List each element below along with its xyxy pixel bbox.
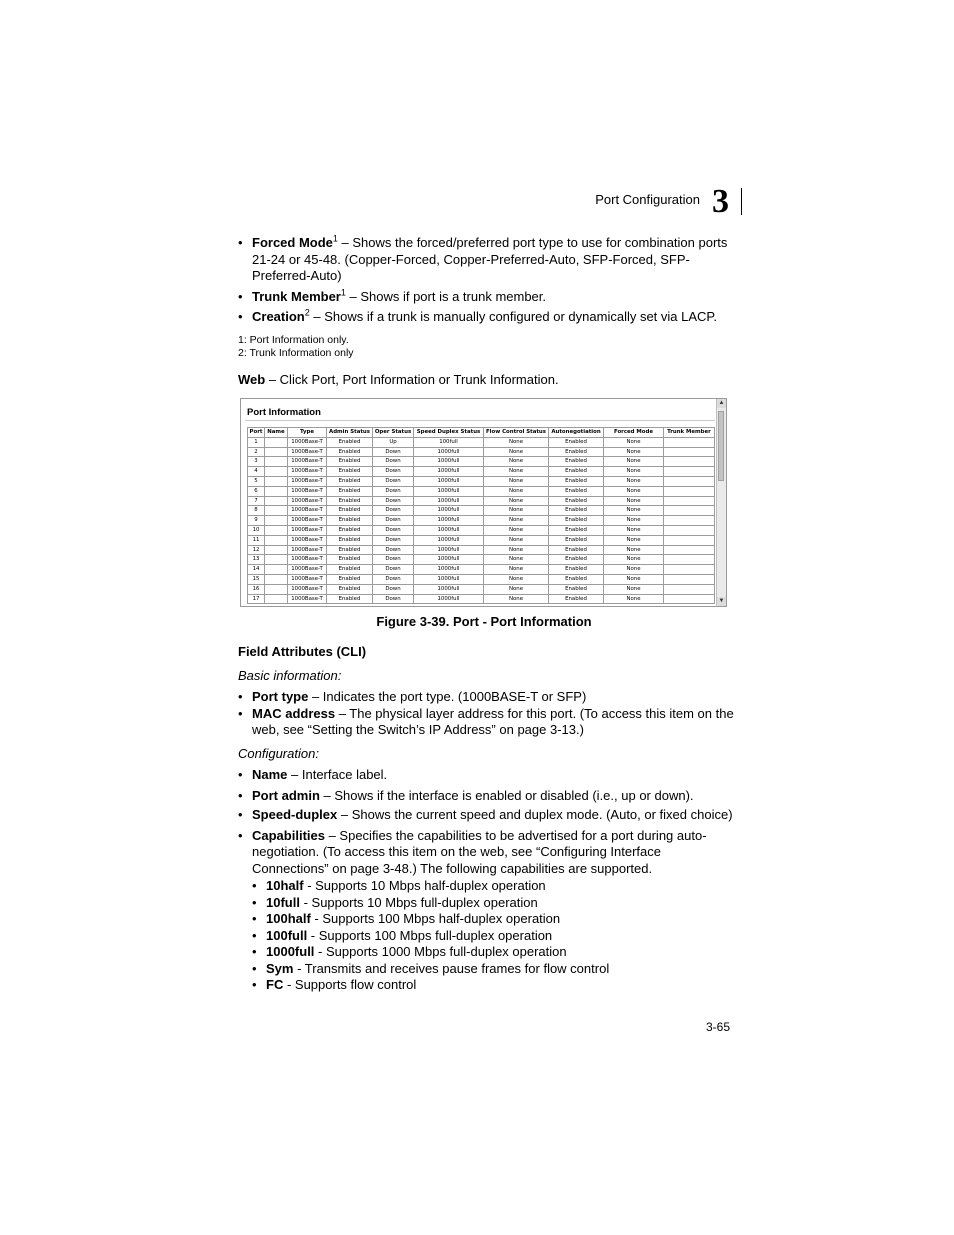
table-cell (265, 535, 288, 545)
table-cell: Enabled (549, 516, 604, 526)
table-cell: None (604, 584, 664, 594)
column-header: Admin Status (327, 428, 373, 438)
table-cell: None (604, 447, 664, 457)
table-cell: None (484, 525, 549, 535)
table-cell: Enabled (549, 496, 604, 506)
table-cell: Down (373, 594, 414, 604)
capability-100half: • 100half - Supports 100 Mbps half-duplex operation (238, 911, 738, 928)
table-cell (265, 594, 288, 604)
table-cell: 1000full (414, 516, 484, 526)
table-cell: 1000Base-T (288, 437, 327, 447)
table-cell: None (484, 447, 549, 457)
capability-1000full: • 1000full - Supports 1000 Mbps full-duplex operation (238, 944, 738, 961)
table-cell: 7 (248, 496, 265, 506)
table-cell: Down (373, 506, 414, 516)
table-cell: 1000Base-T (288, 594, 327, 604)
table-row (248, 486, 715, 496)
table-cell: 1000Base-T (288, 467, 327, 477)
table-cell: 1000Base-T (288, 496, 327, 506)
table-cell: 13 (248, 555, 265, 565)
table-cell: 11 (248, 535, 265, 545)
table-cell: 3 (248, 457, 265, 467)
table-cell: None (484, 545, 549, 555)
table-cell: Enabled (327, 437, 373, 447)
table-cell: Down (373, 565, 414, 575)
table-cell: None (484, 476, 549, 486)
basic-info-label: Basic information: (238, 668, 342, 683)
table-cell: 14 (248, 565, 265, 575)
table-cell: 1000full (414, 565, 484, 575)
table-cell (664, 486, 715, 496)
table-cell: Enabled (549, 447, 604, 457)
footnote-2: 2: Trunk Information only (238, 347, 354, 359)
table-cell: 1000full (414, 594, 484, 604)
table-cell: Enabled (549, 437, 604, 447)
table-cell: None (604, 555, 664, 565)
scroll-up-arrow-icon[interactable]: ▲ (718, 400, 725, 406)
table-cell (664, 467, 715, 477)
column-header: Speed Duplex Status (414, 428, 484, 438)
table-cell: 1000Base-T (288, 506, 327, 516)
section-heading: Field Attributes (CLI) (238, 644, 367, 659)
table-cell (664, 584, 715, 594)
table-cell (265, 457, 288, 467)
table-row (248, 555, 715, 565)
table-row (248, 516, 715, 526)
screenshot-title: Port Information (247, 407, 321, 418)
table-row (248, 535, 715, 545)
top-bullet-list (238, 235, 738, 326)
table-cell: None (484, 437, 549, 447)
table-cell: 17 (248, 594, 265, 604)
table-cell: None (604, 476, 664, 486)
table-cell: Down (373, 476, 414, 486)
table-cell: 1000full (414, 496, 484, 506)
table-cell: None (484, 496, 549, 506)
figure-caption: Figure 3-39. Port - Port Information (376, 614, 592, 629)
scroll-thumb[interactable] (718, 411, 724, 481)
table-cell: Enabled (549, 486, 604, 496)
table-cell: Enabled (327, 545, 373, 555)
column-header: Oper Status (373, 428, 414, 438)
table-cell: 1000Base-T (288, 486, 327, 496)
table-cell: Enabled (549, 584, 604, 594)
table-cell: None (484, 486, 549, 496)
table-cell: Enabled (327, 584, 373, 594)
table-cell: Down (373, 555, 414, 565)
table-cell: None (604, 437, 664, 447)
table-cell: None (604, 486, 664, 496)
table-cell: 1000Base-T (288, 525, 327, 535)
table-cell (265, 555, 288, 565)
table-cell: Enabled (549, 535, 604, 545)
table-cell: Enabled (327, 476, 373, 486)
table-cell: Down (373, 584, 414, 594)
table-row (248, 496, 715, 506)
bullet-mac-address: • MAC address – The physical layer address for this port. (To access this item on the web, see “Setting the Switch’s IP Address” on page 3-13.) (238, 706, 738, 739)
table-row (248, 545, 715, 555)
table-cell (664, 555, 715, 565)
table-cell: None (604, 516, 664, 526)
table-cell: Down (373, 525, 414, 535)
capability-100full: • 100full - Supports 100 Mbps full-duplex operation (238, 928, 738, 945)
column-header: Trunk Member (664, 428, 715, 438)
table-cell: 6 (248, 486, 265, 496)
table-cell: 9 (248, 516, 265, 526)
table-cell: Enabled (549, 506, 604, 516)
table-cell: 1000Base-T (288, 584, 327, 594)
table-cell: Enabled (327, 496, 373, 506)
table-cell: None (484, 574, 549, 584)
table-cell: 8 (248, 506, 265, 516)
capability-fc: • FC - Supports flow control (238, 977, 738, 994)
table-cell: None (604, 525, 664, 535)
port-information-screenshot (240, 398, 727, 607)
table-cell: 1000Base-T (288, 447, 327, 457)
table-cell: Enabled (327, 516, 373, 526)
table-cell: Enabled (549, 525, 604, 535)
bullet-port-type: • Port type – Indicates the port type. (1000BASE-T or SFP) (238, 689, 738, 706)
table-cell: Enabled (327, 486, 373, 496)
column-header: Name (265, 428, 288, 438)
table-cell (265, 496, 288, 506)
basic-info-list (238, 689, 738, 739)
table-row (248, 476, 715, 486)
port-information-table (247, 427, 715, 604)
table-row (248, 525, 715, 535)
table-cell: 1000Base-T (288, 535, 327, 545)
table-row (248, 506, 715, 516)
table-cell: None (484, 457, 549, 467)
table-cell: Enabled (327, 565, 373, 575)
table-cell (265, 437, 288, 447)
title-divider (245, 420, 715, 421)
table-cell: 2 (248, 447, 265, 457)
table-cell (664, 565, 715, 575)
table-cell: Enabled (327, 525, 373, 535)
table-cell: None (484, 584, 549, 594)
table-cell: Down (373, 535, 414, 545)
table-cell: None (484, 565, 549, 575)
table-cell: 1000Base-T (288, 555, 327, 565)
web-instruction: Web – Click Port, Port Information or Trunk Information. (238, 372, 559, 387)
table-cell: 1000full (414, 506, 484, 516)
table-cell: Enabled (327, 535, 373, 545)
table-cell: Enabled (327, 447, 373, 457)
table-cell: None (604, 535, 664, 545)
table-cell (664, 447, 715, 457)
table-cell (265, 574, 288, 584)
table-cell: 1000Base-T (288, 476, 327, 486)
table-cell: 1000full (414, 584, 484, 594)
table-cell: 1000full (414, 574, 484, 584)
bullet-forced-mode: • Forced Mode$^1$ – Shows the forced/preferred port type to use for combination ports 21-24 or 45-48. (Copper-Forced, Copper-Preferred-Auto, SFP-Forced, SFP-Preferred-Auto) (238, 235, 738, 285)
table-row (248, 467, 715, 477)
table-cell: Down (373, 457, 414, 467)
table-cell (664, 496, 715, 506)
table-cell: Down (373, 496, 414, 506)
table-cell: None (484, 467, 549, 477)
table-cell (664, 525, 715, 535)
table-cell: 10 (248, 525, 265, 535)
table-cell (664, 457, 715, 467)
table-cell: Enabled (327, 457, 373, 467)
table-cell: 1000Base-T (288, 545, 327, 555)
table-cell: 1000full (414, 467, 484, 477)
table-cell: None (484, 516, 549, 526)
capability-sym: • Sym - Transmits and receives pause frames for flow control (238, 961, 738, 978)
table-row (248, 447, 715, 457)
table-cell: 15 (248, 574, 265, 584)
table-cell: Down (373, 467, 414, 477)
configuration-list (238, 767, 738, 994)
table-cell: None (604, 545, 664, 555)
table-cell (664, 437, 715, 447)
column-header: Port (248, 428, 265, 438)
table-cell (664, 594, 715, 604)
table-cell: None (484, 506, 549, 516)
table-cell (664, 476, 715, 486)
table-cell (265, 486, 288, 496)
bullet-trunk-member: • Trunk Member$^1$ – Shows if port is a trunk member. (238, 289, 738, 306)
table-cell: Enabled (549, 594, 604, 604)
table-cell: 12 (248, 545, 265, 555)
table-cell (265, 516, 288, 526)
table-cell: Enabled (327, 506, 373, 516)
bullet-capabilities: • Capabilities – Specifies the capabilities to be advertised for a port during auto-negotiation. (To access this item on the web, see “Configuring Interface Connections” on page 3-48.) The following capabilities are supported. (238, 828, 738, 878)
scroll-down-arrow-icon[interactable]: ▼ (718, 598, 725, 604)
table-cell: Enabled (327, 555, 373, 565)
table-cell: 4 (248, 467, 265, 477)
table-cell: 1000full (414, 525, 484, 535)
table-cell: None (604, 574, 664, 584)
table-cell: Enabled (327, 574, 373, 584)
vertical-scrollbar[interactable] (716, 399, 726, 606)
table-cell: None (604, 594, 664, 604)
table-cell: 1 (248, 437, 265, 447)
table-cell: None (484, 555, 549, 565)
page-number: 3-65 (705, 1020, 730, 1034)
table-cell: 1000full (414, 457, 484, 467)
table-cell (265, 467, 288, 477)
table-header-row (248, 428, 715, 438)
bullet-port-admin: • Port admin – Shows if the interface is enabled or disabled (i.e., up or down). (238, 788, 738, 805)
table-cell: None (604, 506, 664, 516)
table-cell: Enabled (549, 545, 604, 555)
table-cell: 1000Base-T (288, 516, 327, 526)
capability-10half: • 10half - Supports 10 Mbps half-duplex operation (238, 878, 738, 895)
table-cell: 1000Base-T (288, 457, 327, 467)
table-cell (265, 525, 288, 535)
bullet-speed-duplex: • Speed-duplex – Shows the current speed and duplex mode. (Auto, or fixed choice) (238, 807, 738, 824)
column-header: Autonegotiation (549, 428, 604, 438)
table-cell (265, 565, 288, 575)
table-cell: None (604, 565, 664, 575)
table-cell: None (604, 467, 664, 477)
table-cell (664, 535, 715, 545)
table-cell (265, 584, 288, 594)
table-cell: None (484, 594, 549, 604)
table-row (248, 437, 715, 447)
footnote-1: 1: Port Information only. (238, 334, 349, 346)
chapter-divider (741, 188, 742, 215)
table-cell: None (604, 496, 664, 506)
column-header: Flow Control Status (484, 428, 549, 438)
table-cell: 16 (248, 584, 265, 594)
table-cell: Down (373, 447, 414, 457)
table-cell: Up (373, 437, 414, 447)
table-cell (664, 516, 715, 526)
running-header: Port Configuration (595, 192, 700, 207)
table-row (248, 594, 715, 604)
capability-10full: • 10full - Supports 10 Mbps full-duplex operation (238, 895, 738, 912)
table-cell (664, 506, 715, 516)
table-cell: None (604, 457, 664, 467)
table-cell: 1000Base-T (288, 574, 327, 584)
table-cell: Down (373, 545, 414, 555)
table-cell: Enabled (327, 594, 373, 604)
bullet-name: • Name – Interface label. (238, 767, 738, 784)
table-cell: None (484, 535, 549, 545)
table-cell: Down (373, 516, 414, 526)
table-cell: Enabled (549, 574, 604, 584)
table-cell: Enabled (549, 476, 604, 486)
table-row (248, 584, 715, 594)
table-cell: Enabled (327, 467, 373, 477)
table-row (248, 574, 715, 584)
table-row (248, 457, 715, 467)
table-cell: Enabled (549, 457, 604, 467)
table-cell: 1000full (414, 555, 484, 565)
table-cell: 1000full (414, 486, 484, 496)
table-cell: Enabled (549, 555, 604, 565)
table-cell (664, 574, 715, 584)
table-cell: Enabled (549, 467, 604, 477)
table-cell (265, 447, 288, 457)
table-cell (265, 545, 288, 555)
table-cell (664, 545, 715, 555)
table-cell (265, 506, 288, 516)
column-header: Forced Mode (604, 428, 664, 438)
table-cell: 1000full (414, 447, 484, 457)
table-cell (265, 476, 288, 486)
table-cell: 5 (248, 476, 265, 486)
table-cell: Enabled (549, 565, 604, 575)
column-header: Type (288, 428, 327, 438)
configuration-label: Configuration: (238, 746, 319, 761)
table-cell: 100full (414, 437, 484, 447)
table-cell: Down (373, 574, 414, 584)
table-cell: 1000full (414, 535, 484, 545)
table-row (248, 565, 715, 575)
table-cell: Down (373, 486, 414, 496)
table-cell: 1000full (414, 545, 484, 555)
table-cell: 1000Base-T (288, 565, 327, 575)
bullet-creation: • Creation$^2$ – Shows if a trunk is manually configured or dynamically set via LACP. (238, 309, 738, 326)
chapter-number: 3 (712, 183, 729, 220)
table-cell: 1000full (414, 476, 484, 486)
